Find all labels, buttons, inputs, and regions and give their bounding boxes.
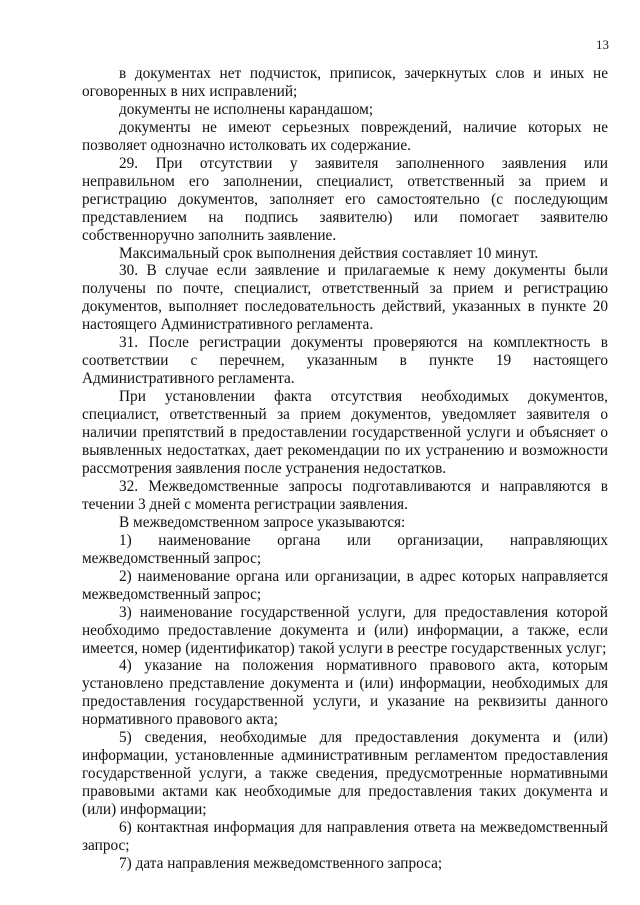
list-item: 3) наименование государственной услуги, для предоставления которой необходимо предоставление документа и (или) информации, а также, если имеется, номер (идентификатор) такой услуги в реестре государственных услуг;: [82, 603, 608, 657]
paragraph: При установлении факта отсутствия необходимых документов, специалист, ответственный за прием документов, уведомляет заявителя о наличии препятствий в предоставлении государственной услуги и объясняет о выявленных недостатках, дает рекомендации по их устранению и возможности рассмотрения заявления после устранения недостатков.: [82, 388, 608, 477]
list-item: 6) контактная информация для направления ответа на межведомственный запрос;: [82, 819, 608, 854]
paragraph: в документах нет подчисток, приписок, зачеркнутых слов и иных не оговоренных в них исправлений;: [82, 65, 608, 100]
paragraph: документы не исполнены карандашом;: [119, 100, 374, 118]
paragraph: документы не имеют серьезных повреждений, наличие которых не позволяет однозначно истолковать их содержание.: [82, 118, 608, 154]
list-item: 1) наименование органа или организации, направляющих межведомственный запрос;: [82, 531, 608, 567]
document-body: [82, 65, 608, 873]
page-number: 13: [596, 37, 609, 52]
paragraph: Максимальный срок выполнения действия составляет 10 минут.: [119, 244, 539, 262]
paragraph: В межведомственном запросе указываются:: [119, 513, 406, 531]
paragraph: 32. Межведомственные запросы подготавливаются и направляются в течении 3 дней с момента регистрации заявления.: [82, 477, 608, 513]
paragraph: 31. После регистрации документы проверяются на комплектность в соответствии с перечнем, указанным в пункте 19 настоящего Административного регламента.: [82, 334, 608, 388]
list-item: 4) указание на положения нормативного правового акта, которым установлено представление документа и (или) информации, необходимых для предоставления государственной услуги, и указание на реквизиты данного нормативного правового акта;: [82, 657, 608, 729]
paragraph: 29. При отсутствии у заявителя заполненного заявления или неправильном его заполнении, специалист, ответственный за прием и регистрацию документов, заполняет его самостоятельно (с последующим представлением на подпись заявителю) или помогает заявителю собственноручно заполнить заявление.: [82, 154, 608, 244]
paragraph: 30. В случае если заявление и прилагаемые к нему документы были получены по почте, специалист, ответственный за прием и регистрацию документов, выполняет последовательность действий, указанных в пункте 20 настоящего Административного регламента.: [82, 262, 608, 334]
list-item: 7) дата направления межведомственного запроса;: [119, 854, 443, 872]
list-item: 2) наименование органа или организации, в адрес которых направляется межведомственный запрос;: [82, 567, 608, 603]
list-item: 5) сведения, необходимые для предоставления документа и (или) информации, установленные административным регламентом предоставления государственной услуги, а также сведения, предусмотренные нормативными правовыми актами как необходимые для предоставления таких документа и (или) информации;: [82, 729, 608, 819]
